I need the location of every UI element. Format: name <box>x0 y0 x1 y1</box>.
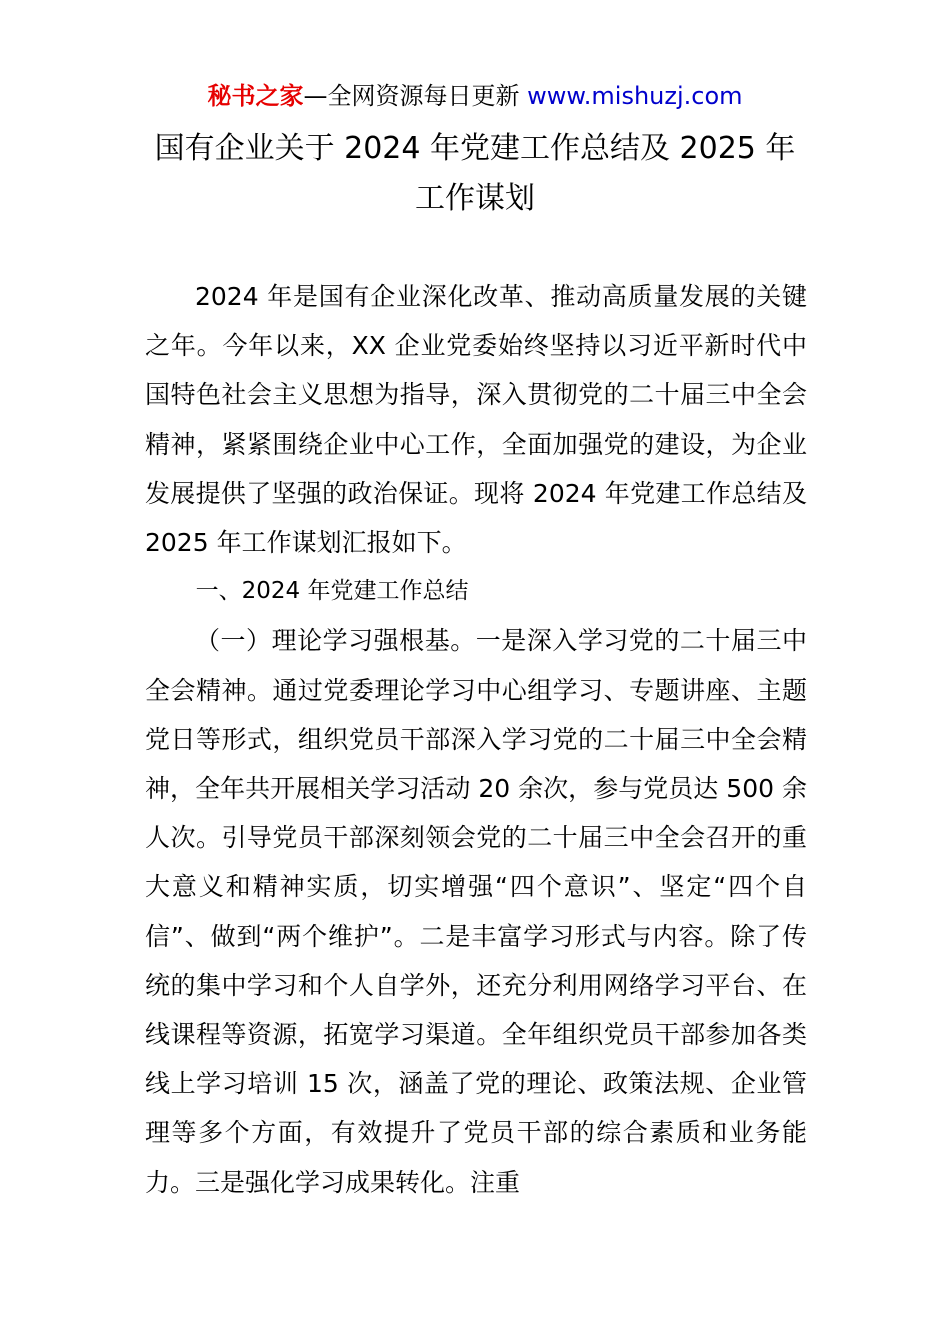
site-header <box>0 80 950 112</box>
document-body <box>145 272 807 1207</box>
intro-paragraph: 2024 年是国有企业深化改革、推动高质量发展的关键之年。今年以来，XX 企业党委始终坚持以习近平新时代中国特色社会主义思想为指导，深入贯彻党的二十届三中全会精神，紧紧围绕企业中心工作，全面加强党的建设，为企业发展提供了坚强的政治保证。现将 2024 年党建工作总结及 2025 年工作谋划汇报如下。 <box>145 282 807 558</box>
brand-name: 秘书之家 <box>207 82 304 110</box>
section-heading: 一、2024 年党建工作总结 <box>195 578 469 605</box>
header-tagline: —全网资源每日更新 <box>303 82 528 110</box>
document-title: 国有企业关于 2024 年党建工作总结及 2025 年工作谋划 <box>154 131 796 216</box>
section-paragraph: （一）理论学习强根基。一是深入学习党的二十届三中全会精神。通过党委理论学习中心组学习、专题讲座、主题党日等形式，组织党员干部深入学习党的二十届三中全会精神，全年共开展相关学习活动 20 余次，参与党员达 500 余人次。引导党员干部深刻领会党的二十届三中全会召开的重大意义和精神实质，切实增强“四个意识”、坚定“四个自信”、做到“两个维护”。二是丰富学习形式与内容。除了传统的集中学习和个人自学外，还充分利用网络学习平台、在线课程等资源，拓宽学习渠道。全年组织党员干部参加各类线上学习培训 15 次，涵盖了党的理论、政策法规、企业管理等多个方面，有效提升了党员干部的综合素质和业务能力。三是强化学习成果转化。注重 <box>145 626 807 1197</box>
site-url-link[interactable]: www.mishuzj.com <box>527 82 743 110</box>
